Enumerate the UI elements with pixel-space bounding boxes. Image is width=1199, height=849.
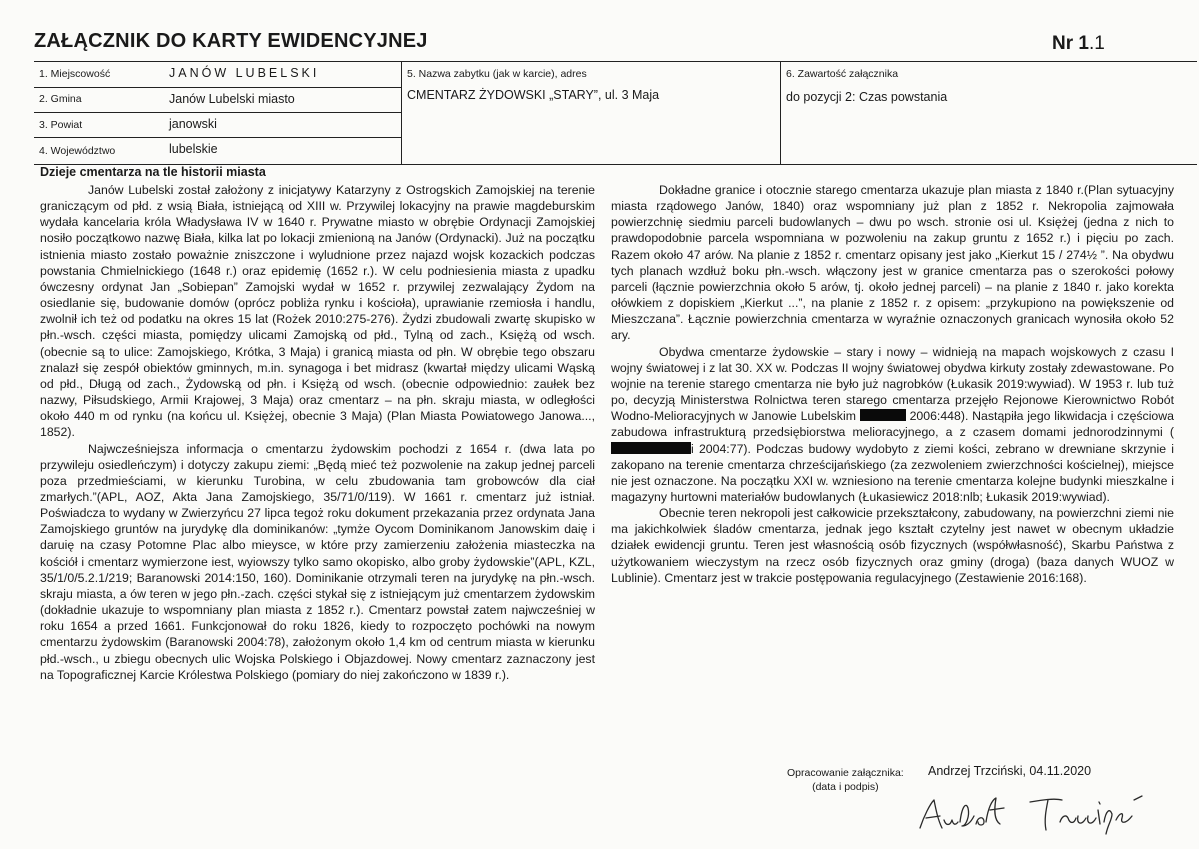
field-label-zabytek: 5. Nazwa zabytku (jak w karcie), adres <box>407 68 587 80</box>
footer-author: Andrzej Trzciński, 04.11.2020 <box>928 764 1092 778</box>
field-value-miejscowosc: JANÓW LUBELSKI <box>169 66 320 80</box>
header-row-divider <box>34 137 401 138</box>
redaction-bar <box>611 442 691 454</box>
paragraph: Obecnie teren nekropoli jest całkowicie przekształcony, zabudowany, na powierzchni ziemi nie ma jakichkolwiek śladów cmentarza, jednak jego kształt czytelny jest nawet w obecnym układzie działek ewidencji gruntu. Teren jest własnością osób fizycznych (współwłasność), Skarbu Państwa z użytkowaniem wieczystym na rzecz osób fizycznych oraz gminy (droga) (baza danych WUOZ w Lublinie). Cmentarz jest w trakcie postępowania regulacyjnego (Zestawienie 2016:168). <box>611 506 1174 585</box>
left-column <box>40 182 595 683</box>
paragraph: Najwcześniejsza informacja o cmentarzu żydowskim pochodzi z 1654 r. (dwa lata po przywileju osiedleńczym) i dotyczy zakupu ziemi: „Będą mieć też pozwolenie na zakup jednej parceli poza przedmieściami, w kierunku Turobina, w celu zbudowania tam grobowców dla ciał zmarłych.”(APL, AOZ, Akta Jana Zamojskiego, 35/71/0/119). W 1661 r. cmentarz już istniał. Poświadcza to wydany w Zwierzyńcu 27 lipca tegoż roku dokument przekazania przez ordynata Jana Zamojskiego gruntów na jurydykę dla dominikanów: „tymże Oycom Dominikanom Janowskim daię i daruię na czasy Potomne Plac albo mieysce, w które przy zamierzeniu założenia miasteczka na kościół i cmentarz wymierzone iest, wyiowszy tylko samo okopisko, albo groby żydowskie”(APL, KZL, 35/1/0/5.2.1/219; Baranowski 2014:150, 160). Dominikanie otrzymali teren na jurydykę na płn.-wsch. skraju miasta, a ów teren w jego płn.-zach. części stykał się z istniejącym już cmentarzem żydowskim (dokładnie ukazuje to wspomniany plan miasta z 1852 r.). Cmentarz powstał zatem najwcześniej w roku 1654 a przed 1661. Funkcjonował do roku 1826, kiedy to rozpoczęto pochówki na nowym cmentarzu żydowskim (Baranowski 2004:78), założonym około 1,4 km od centrum miasta w kierunku płd.-wsch., u zbiegu obecnych ulic Wojska Polskiego i Objazdowej. Nowy cmentarz zaznaczony jest na Topograficznej Karcie Królestwa Polskiego (pomiary do niej zakończono w 1839 r.). <box>40 441 595 682</box>
paragraph: Dokładne granice i otocznie starego cmentarza ukazuje plan miasta z 1840 r.(Plan sytuacyjny miasta rządowego Janów, 1840) oraz wspomniany już plan z 1852 r. Nekropolia zajmowała powierzchnię siedmiu parceli budowlanych – dwu po wsch. stronie osi ul. Księżej (jedna z nich to prawdopodobnie parcela wspomniana w pozwoleniu na zakup gruntu z 1652 r.) i pięciu po zach. Razem około 47 arów. Na planie z 1852 r. cmentarz opisany jest jako „Kierkut 15 / 274½ ”. Na obydwu tych planach wzdłuż boku płn.-wsch. włączony jest w granice cmentarza pas o szerokości połowy parceli (łącznie powierzchnia około 5 arów, tj. około jednej parceli) – na planie z 1840 r. jako korekta ołówkiem z dopiskiem „Kierkut ...”, na planie z 1852 r. z opisem: „przykupiono na powiększenie od Mieszczana”. Łącznie powierzchnia cmentarza w wyraźnie oznaczonych granicach wynosiła około 52 ary. <box>611 183 1174 343</box>
document-title: ZAŁĄCZNIK DO KARTY EWIDENCYJNEJ <box>34 30 428 52</box>
signature-icon <box>912 786 1162 841</box>
redaction-bar <box>860 409 906 421</box>
document-number: Nr 1.1 <box>1052 33 1105 54</box>
section-title: Dzieje cmentarza na tle historii miasta <box>40 165 266 179</box>
field-label-zawartosc: 6. Zawartość załącznika <box>786 68 899 80</box>
field-value-zawartosc: do pozycji 2: Czas powstania <box>786 90 948 104</box>
field-label-powiat: 3. Powiat <box>39 119 83 131</box>
field-label-miejscowosc: 1. Miejscowość <box>39 68 111 80</box>
header-row-divider <box>34 112 401 113</box>
paragraph: Janów Lubelski został założony z inicjatywy Katarzyny z Ostrogskich Zamojskiej na terenie graniczącym od płd. z wsią Biała, istniejącą od XIII w. Przywilej lokacyjny na prawie magdeburskim wydała kancelaria króla Władysława IV w 1640 r. Prywatne miasto w obrębie Ordynacji Zamojskiej nosiło początkowo nazwę Biała, kilka lat po lokacji zmienioną na Janów (Ordynacki). Już na początku istnienia miasto zostało poważnie zniszczone i wyludnione przez najazd wojsk kozackich podczas powstania Chmielnickiego (1648 r.) oraz epidemię (1652 r.). W celu podniesienia miasta z upadku ówczesny ordynat Jan „Sobiepan” Zamojski wydał w 1652 r. przywilej zezwalający Żydom na osiedlanie się, budowanie domów (oprócz pobliża rynku i kościoła), uprawianie rzemiosła i handlu, zwolnił ich też od podatku na okres 15 lat (Rożek 2010:275-276). Żydzi zbudowali zwartę skupisko w płn.-wsch. części miasta, pomiędzy ulicami Zamojską od płd., Tylną od zach., Księżą od wsch. (obecnie są to ulice: Zamojskiego, Krótka, 3 Maja) i granicą miasta od płn. W obrębie tego obszaru znalazł się zespół obiektów gminnych, m.in. synagoga i bet midrasz (kwartał między ulicami Wąską od płd., Długą od zach., Żydowską od płn. i Księżą od wsch. (obecnie odpowiednio: zaułek bez nazwy, Piłsudskiego, Armii Krajowej, 3 Maja) oraz cmentarz – na płn. skraju miasta, w odległości około 440 m od rynku (na końcu ul. Księżej, obecnie 3 Maja) (Plan Miasta Powiatowego Janowa..., 1852). <box>40 183 595 440</box>
right-column <box>611 182 1174 586</box>
paragraph: Obydwa cmentarze żydowskie – stary i nowy – widnieją na mapach wojskowych z czasu I wojny światowej i z lat 30. XX w. Podczas II wojny światowej obydwa kirkuty zostały zdewastowane. Po wojnie na terenie starego cmentarza nie było już nagrobków (Łukasik 2019:wywiad). W 1953 r. lub tuż po, decyzją Ministerstwa Rolnictwa teren starego cmentarza przejęło Rejonowe Kierownictwo Robót Wodno-Melioracyjnych w Janowie Lubelskim 2006:448). Nastąpiła jego likwidacja i częściowa zabudowa infrastrukturą przedsiębiorstwa melioracyjnego, a z czasem domami jednorodzinnymi (i 2004:77). Podczas budowy wydobyto z ziemi kości, zebrano w drewniane skrzynie i zakopano na terenie cmentarza chrześcijańskiego (za zezwoleniem zwierzchności kościelnej), miejsce nie jest oznaczone. Na początku XXI w. wzniesiono na terenie cmentarza kolejne budynki mieszkalne i magazyny hurtowni materiałów budowlanych (Łukasiewicz 2018:nlb; Łukasik 2019:wywiad). <box>611 344 1174 504</box>
field-value-wojewodztwo: lubelskie <box>169 142 218 156</box>
field-label-wojewodztwo: 4. Województwo <box>39 145 116 157</box>
header-row-divider <box>34 87 401 88</box>
header-table <box>34 61 1197 165</box>
header-divider <box>780 62 781 164</box>
field-value-zabytek: CMENTARZ ŻYDOWSKI „STARY”, ul. 3 Maja <box>407 88 660 102</box>
footer-label: Opracowanie załącznika: (data i podpis) <box>787 767 904 793</box>
field-value-gmina: Janów Lubelski miasto <box>169 92 295 106</box>
field-value-powiat: janowski <box>169 117 217 131</box>
header-divider <box>401 62 402 164</box>
field-label-gmina: 2. Gmina <box>39 93 82 105</box>
